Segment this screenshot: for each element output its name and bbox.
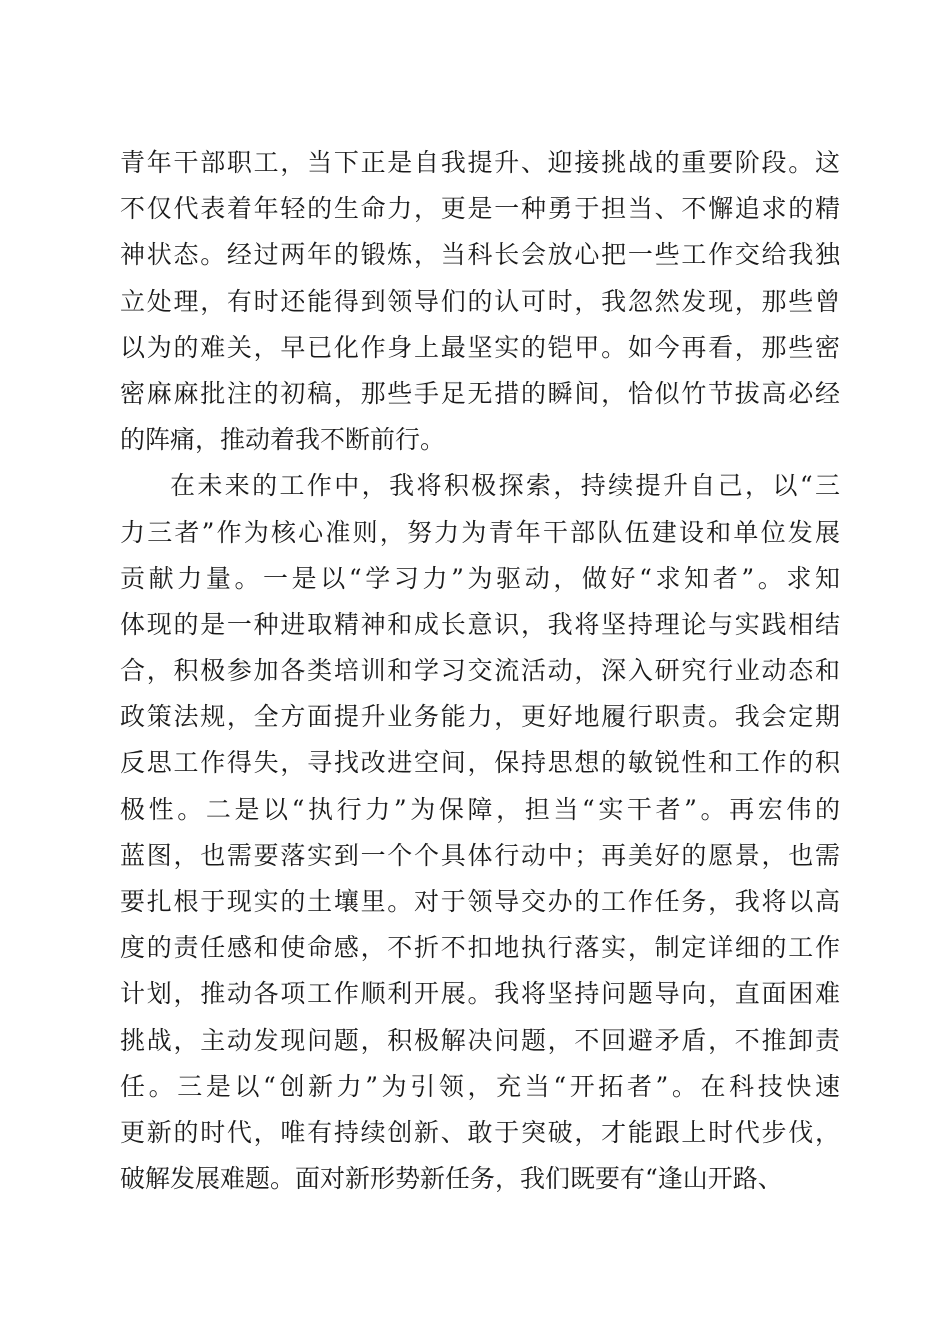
text-line: 极性。二是以“执行力”为保障，担当“实干者”。再宏伟的 bbox=[120, 794, 840, 824]
text-line: 破解发展难题。面对新形势新任务，我们既要有“逢山开路、 bbox=[120, 1164, 783, 1194]
text-line: 神状态。经过两年的锻炼，当科长会放心把一些工作交给我独 bbox=[120, 240, 840, 270]
text-line: 更新的时代，唯有持续创新、敢于突破，才能跟上时代步伐， bbox=[120, 1117, 840, 1147]
text-line: 蓝图，也需要落实到一个个具体行动中；再美好的愿景，也需 bbox=[120, 840, 840, 870]
text-line: 体现的是一种进取精神和成长意识，我将坚持理论与实践相结 bbox=[120, 609, 840, 639]
text-line: 的阵痛，推动着我不断前行。 bbox=[120, 425, 446, 455]
paragraph-start-line: 在未来的工作中，我将积极探索，持续提升自己，以“三 bbox=[170, 471, 840, 501]
text-line: 立处理，有时还能得到领导们的认可时，我忽然发现，那些曾 bbox=[120, 286, 840, 316]
text-line: 贡献力量。一是以“学习力”为驱动，做好“求知者”。求知 bbox=[120, 563, 840, 593]
text-line: 计划，推动各项工作顺利开展。我将坚持问题导向，直面困难 bbox=[120, 979, 840, 1009]
text-line: 政策法规，全方面提升业务能力，更好地履行职责。我会定期 bbox=[120, 702, 840, 732]
body-text bbox=[120, 140, 840, 1202]
text-line: 合，积极参加各类培训和学习交流活动，深入研究行业动态和 bbox=[120, 656, 840, 686]
text-line: 密麻麻批注的初稿，那些手足无措的瞬间，恰似竹节拔高必经 bbox=[120, 378, 840, 408]
text-line: 要扎根于现实的土壤里。对于领导交办的工作任务，我将以高 bbox=[120, 887, 840, 916]
text-line: 不仅代表着年轻的生命力，更是一种勇于担当、不懈追求的精 bbox=[120, 194, 840, 224]
text-line: 度的责任感和使命感，不折不扣地执行落实，制定详细的工作 bbox=[120, 933, 840, 963]
text-line: 力三者”作为核心准则，努力为青年干部队伍建设和单位发展 bbox=[120, 517, 840, 547]
text-line: 挑战，主动发现问题，积极解决问题，不回避矛盾，不推卸责 bbox=[120, 1025, 840, 1055]
text-line: 以为的难关，早已化作身上最坚实的铠甲。如今再看，那些密 bbox=[120, 332, 840, 362]
text-line: 反思工作得失，寻找改进空间，保持思想的敏锐性和工作的积 bbox=[120, 748, 840, 778]
text-line: 青年干部职工，当下正是自我提升、迎接挑战的重要阶段。这 bbox=[120, 148, 840, 177]
text-line: 任。三是以“创新力”为引领，充当“开拓者”。在科技快速 bbox=[120, 1071, 840, 1101]
